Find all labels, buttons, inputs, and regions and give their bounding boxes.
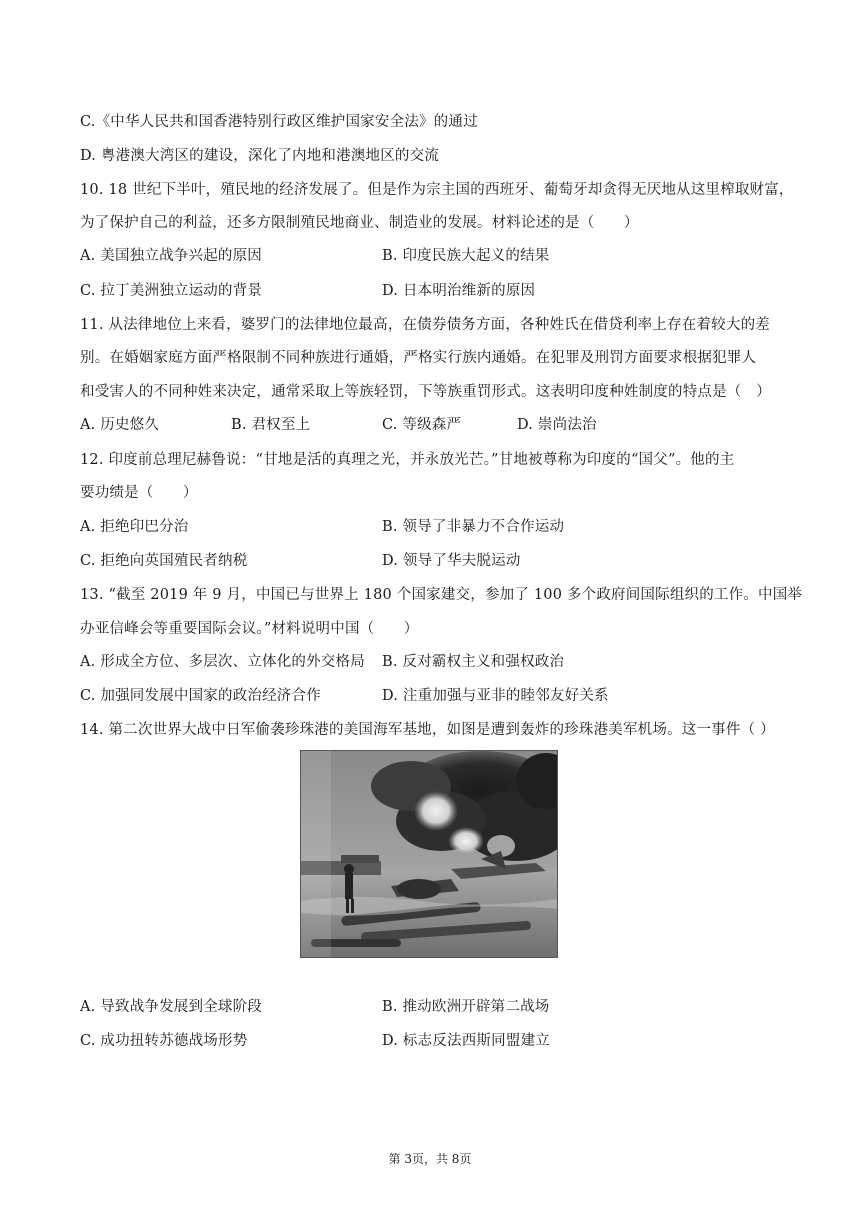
pearl-harbor-photo bbox=[300, 750, 558, 958]
q12-stem-line-1: 12. 印度前总理尼赫鲁说：“甘地是活的真理之光，并永放光芒。”甘地被尊称为印度的“国父”。他的主 bbox=[80, 452, 735, 468]
q11-stem-line-1: 11. 从法律地位上来看，婆罗门的法律地位最高，在债券债务方面，各种姓氏在借贷利率上存在着较大的差 bbox=[80, 317, 770, 333]
q10-option-d: D. 日本明治维新的原因 bbox=[382, 283, 536, 299]
q10-option-a: A. 美国独立战争兴起的原因 bbox=[80, 248, 262, 264]
q10-stem-line-2: 为了保护自己的利益，还多方限制殖民地商业、制造业的发展。材料论述的是（ ） bbox=[80, 215, 639, 231]
q13-stem-line-2: 办亚信峰会等重要国际会议。”材料说明中国（ ） bbox=[80, 621, 419, 637]
q12-stem-line-2: 要功绩是（ ） bbox=[80, 485, 198, 501]
q12-option-b: B. 领导了非暴力不合作运动 bbox=[382, 519, 565, 535]
q13-option-b: B. 反对霸权主义和强权政治 bbox=[382, 654, 565, 670]
q9-option-c: C.《中华人民共和国香港特别行政区维护国家安全法》的通过 bbox=[80, 114, 478, 130]
q11-option-d: D. 崇尚法治 bbox=[517, 417, 597, 433]
q11-option-a: A. 历史悠久 bbox=[80, 417, 160, 433]
q11-option-c: C. 等级森严 bbox=[382, 417, 462, 433]
q14-option-d: D. 标志反法西斯同盟建立 bbox=[382, 1033, 550, 1049]
q11-stem-line-3: 和受害人的不同种姓来决定，通常采取上等族轻罚，下等族重罚形式。这表明印度种姓制度的特点是（ ） bbox=[80, 384, 771, 400]
q10-option-b: B. 印度民族大起义的结果 bbox=[382, 248, 550, 264]
q14-stem-line-1: 14. 第二次世界大战中日军偷袭珍珠港的美国海军基地，如图是遭到轰炸的珍珠港美军机场。这一事件（ ） bbox=[80, 722, 775, 738]
q13-option-c: C. 加强同发展中国家的政治经济合作 bbox=[80, 688, 321, 704]
q14-option-a: A. 导致战争发展到全球阶段 bbox=[80, 999, 262, 1015]
q14-option-b: B. 推动欧洲开辟第二战场 bbox=[382, 999, 550, 1015]
q14-option-c: C. 成功扭转苏德战场形势 bbox=[80, 1033, 248, 1049]
q13-option-d: D. 注重加强与亚非的睦邻友好关系 bbox=[382, 688, 609, 704]
q10-option-c: C. 拉丁美洲独立运动的背景 bbox=[80, 283, 263, 299]
q9-option-d: D. 粤港澳大湾区的建设，深化了内地和港澳地区的交流 bbox=[80, 148, 440, 164]
q10-stem-line-1: 10. 18 世纪下半叶，殖民地的经济发展了。但是作为宗主国的西班牙、葡萄牙却贪得无厌地从这里榨取财富， bbox=[80, 182, 794, 198]
q13-option-a: A. 形成全方位、多层次、立体化的外交格局 bbox=[80, 654, 365, 670]
page-footer: 第 3页，共 8页 bbox=[388, 1152, 472, 1166]
q12-option-d: D. 领导了华夫脱运动 bbox=[382, 553, 521, 569]
q11-stem-line-2: 别。在婚姻家庭方面严格限制不同种族进行通婚，严格实行族内通婚。在犯罪及刑罚方面要求根据犯罪人 bbox=[80, 350, 757, 366]
q12-option-c: C. 拒绝向英国殖民者纳税 bbox=[80, 553, 248, 569]
q11-option-b: B. 君权至上 bbox=[231, 417, 311, 433]
q13-stem-line-1: 13. “截至 2019 年 9 月，中国已与世界上 180 个国家建交，参加了 100 多个政府间国际组织的工作。中国举 bbox=[80, 587, 803, 603]
q12-option-a: A. 拒绝印巴分治 bbox=[80, 519, 189, 535]
